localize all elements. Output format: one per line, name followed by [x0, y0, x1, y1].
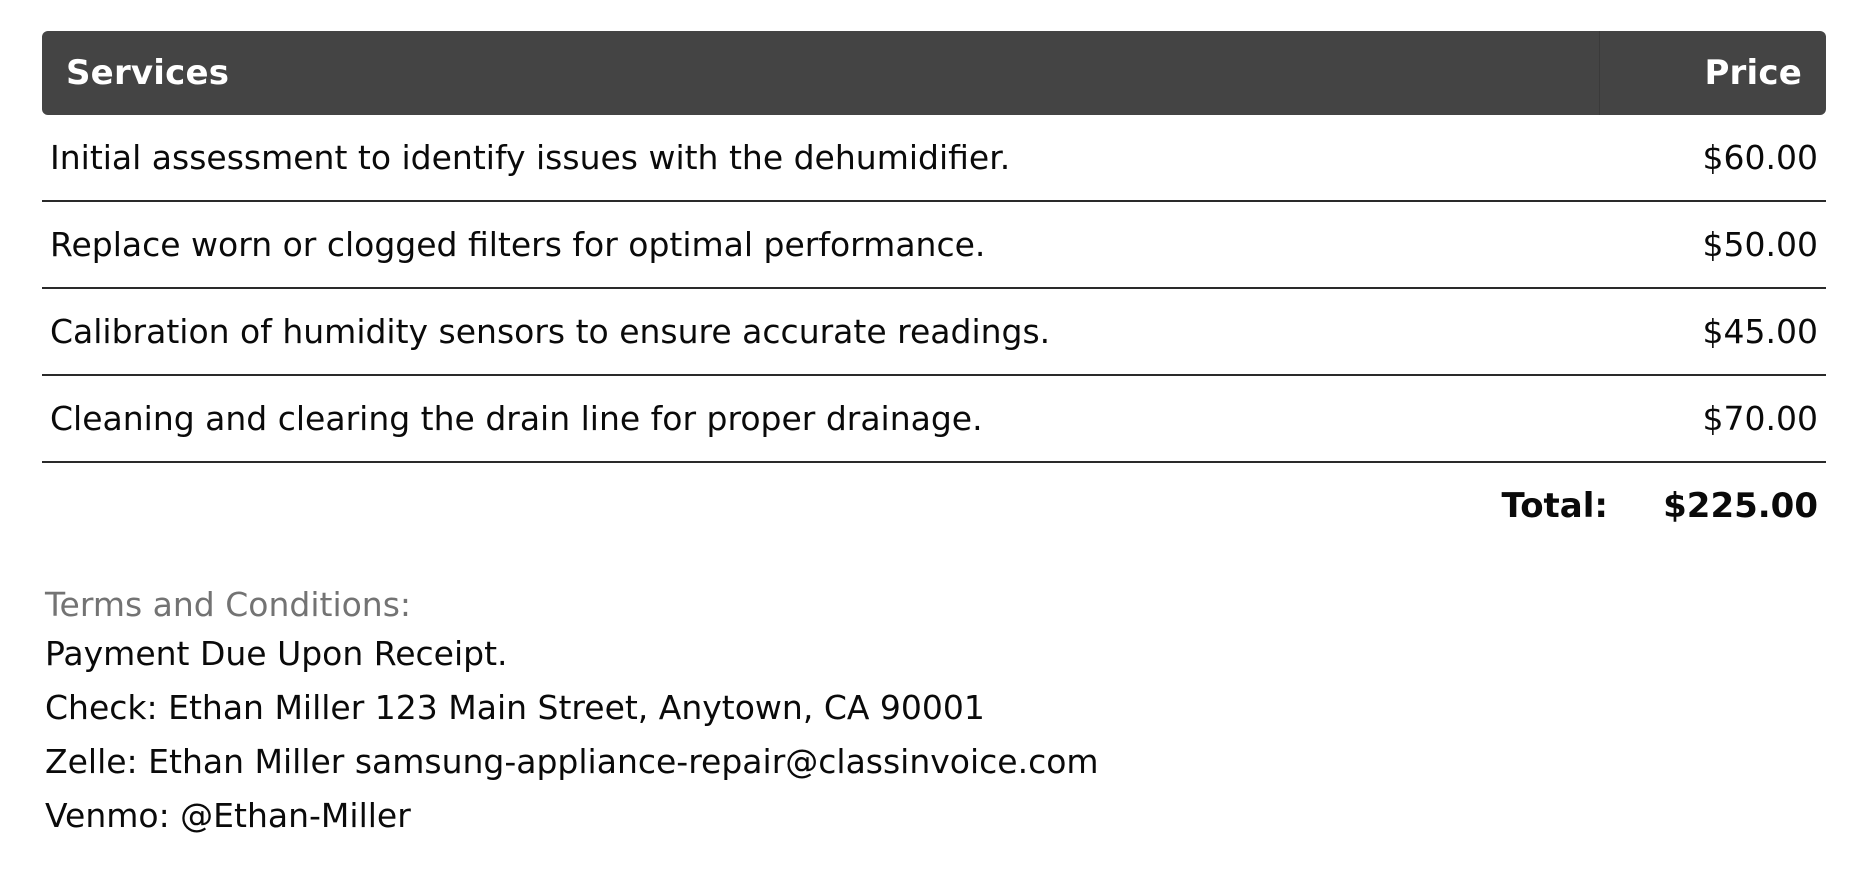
service-description: Calibration of humidity sensors to ensure accurate readings.: [42, 288, 1600, 375]
service-price: $50.00: [1600, 201, 1827, 288]
service-price: $70.00: [1600, 375, 1827, 462]
service-price: $60.00: [1600, 115, 1827, 201]
table-row: [42, 288, 1826, 375]
terms-check-info: Check: Ethan Miller 123 Main Street, Anytown, CA 90001: [45, 688, 985, 727]
services-table: [42, 31, 1826, 463]
terms-and-conditions: [42, 583, 1826, 843]
table-header-row: [42, 31, 1826, 115]
price-column-header: Price: [1600, 31, 1827, 115]
total-row: [42, 463, 1826, 548]
table-row: [42, 115, 1826, 201]
table-row: [42, 375, 1826, 462]
terms-payment-due: Payment Due Upon Receipt.: [45, 634, 508, 673]
service-description: Replace worn or clogged filters for optimal performance.: [42, 201, 1600, 288]
service-description: Initial assessment to identify issues with the dehumidifier.: [42, 115, 1600, 201]
terms-venmo-info: Venmo: @Ethan-Miller: [45, 796, 411, 835]
service-description: Cleaning and clearing the drain line for proper drainage.: [42, 375, 1600, 462]
table-row: [42, 201, 1826, 288]
service-price: $45.00: [1600, 288, 1827, 375]
total-label: Total:: [1501, 485, 1608, 526]
services-column-header: Services: [42, 31, 1600, 115]
terms-heading: Terms and Conditions:: [45, 585, 412, 624]
terms-zelle-info: Zelle: Ethan Miller samsung-appliance-repair@classinvoice.com: [45, 742, 1099, 781]
invoice-services-section: [42, 31, 1826, 843]
total-amount: $225.00: [1663, 485, 1818, 526]
